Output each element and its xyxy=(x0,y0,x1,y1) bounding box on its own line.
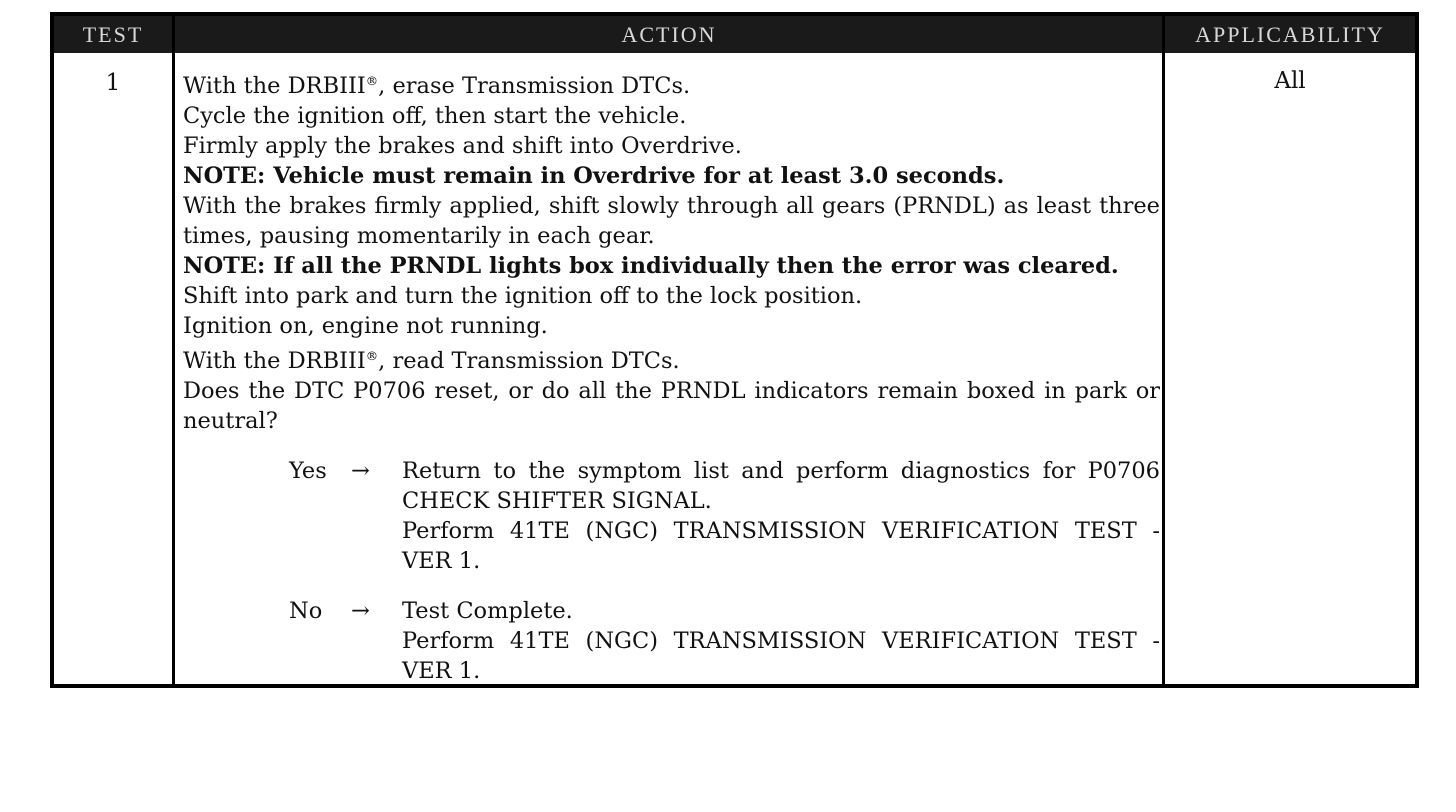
result-label: Yes xyxy=(289,458,327,485)
column-divider xyxy=(1162,16,1165,684)
action-step xyxy=(183,66,1160,101)
registered-mark: ® xyxy=(365,349,379,364)
test-number: 1 xyxy=(105,70,121,96)
result-text: Test Complete. xyxy=(402,598,573,625)
result-text: Perform 41TE (NGC) TRANSMISSION VERIFICATION TEST - VER 1. xyxy=(402,518,1160,575)
result-yes xyxy=(183,456,1160,576)
action-cell xyxy=(183,66,1160,686)
result-text: Perform 41TE (NGC) TRANSMISSION VERIFICATION TEST - VER 1. xyxy=(402,628,1160,685)
action-step: Cycle the ignition off, then start the vehicle. xyxy=(183,103,687,130)
diagnostic-test-table xyxy=(50,12,1419,688)
action-step xyxy=(183,341,1160,376)
header-action: ACTION xyxy=(621,22,717,47)
action-step: With the brakes firmly applied, shift slowly through all gears (PRNDL) as least three times, pausing momentarily in each gear. xyxy=(183,193,1160,250)
note: NOTE: Vehicle must remain in Overdrive for at least 3.0 seconds. xyxy=(183,163,1005,190)
action-step: Ignition on, engine not running. xyxy=(183,313,548,340)
action-text: With the DRBIII xyxy=(183,73,366,100)
result-no xyxy=(183,596,1160,686)
arrow-icon: → xyxy=(351,458,370,485)
applicability-value: All xyxy=(1274,68,1306,94)
question: Does the DTC P0706 reset, or do all the PRNDL indicators remain boxed in park or neutral? xyxy=(183,378,1160,435)
action-text: With the DRBIII xyxy=(183,348,366,375)
action-step: Shift into park and turn the ignition off to the lock position. xyxy=(183,283,863,310)
column-divider xyxy=(172,16,175,684)
action-text: , erase Transmission DTCs. xyxy=(378,73,691,100)
table-header-row xyxy=(54,16,1415,53)
header-applicability: APPLICABILITY xyxy=(1195,22,1385,47)
action-step: Firmly apply the brakes and shift into Overdrive. xyxy=(183,133,742,160)
arrow-icon: → xyxy=(351,598,370,625)
result-body xyxy=(402,596,1160,686)
registered-mark: ® xyxy=(365,74,379,88)
action-text: , read Transmission DTCs. xyxy=(378,348,680,375)
result-label: No xyxy=(289,598,323,625)
result-body xyxy=(402,456,1160,576)
result-text: Return to the symptom list and perform diagnostics for P0706 CHECK SHIFTER SIGNAL. xyxy=(402,458,1160,515)
note: NOTE: If all the PRNDL lights box individually then the error was cleared. xyxy=(183,253,1119,280)
header-test: TEST xyxy=(82,22,144,47)
